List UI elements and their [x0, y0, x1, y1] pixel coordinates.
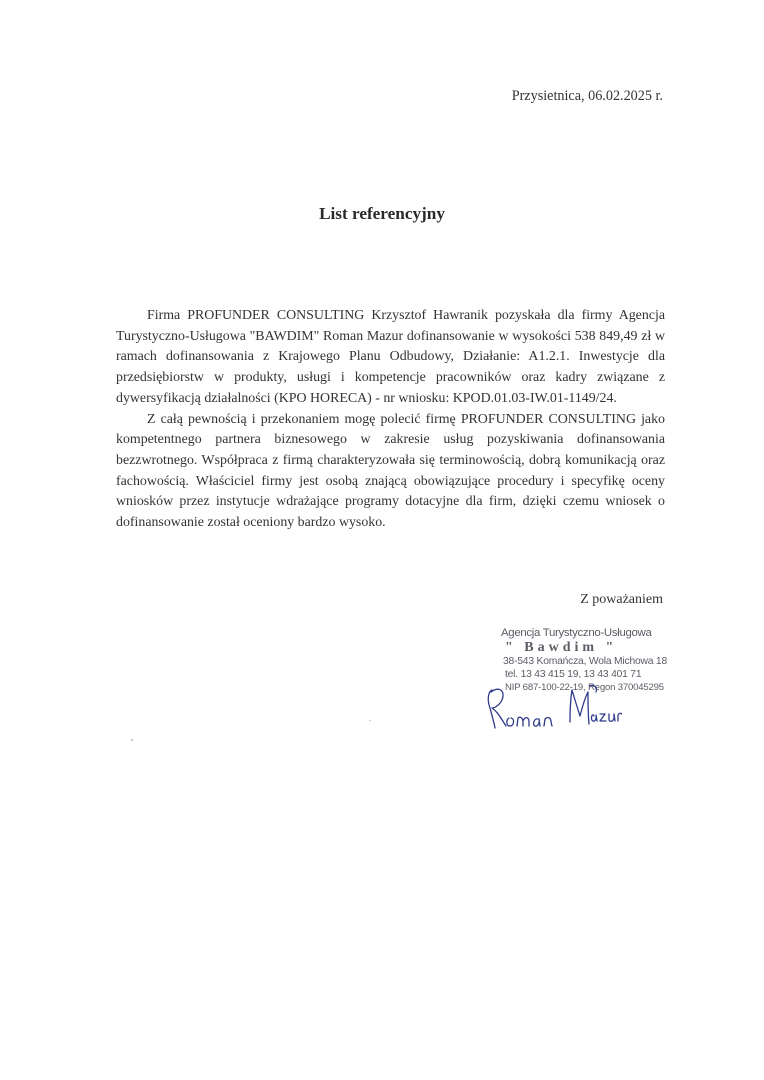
- body-paragraph-1: Firma PROFUNDER CONSULTING Krzysztof Hawranik pozyskała dla firmy Agencja Turystyczno-Usługowa "BAWDIM" Roman Mazur dofinansowanie w wysokości 538 849,49 zł w ramach dofinansowania z Krajowego Planu Odbudowy, Działanie: A1.2.1. Inwestycje dla przedsiębiorstw w produkty, usługi i kompetencje pracowników oraz kadry związane z dywersyfikacją działalności (KPO HORECA) - nr wniosku: KPOD.01.03-IW.01-1149/24.: [116, 308, 665, 406]
- scan-speck: [369, 720, 371, 721]
- handwritten-signature-icon: [482, 678, 622, 738]
- document-title: List referencyjny: [319, 204, 445, 223]
- body-paragraph-2: Z całą pewnością i przekonaniem mogę polecić firmę PROFUNDER CONSULTING jako kompetentnego partnera biznesowego w zakresie usług pozyskiwania dofinansowania bezzwrotnego. Współpraca z firmą charakteryzowała się terminowością, dobrą komunikacją oraz fachowością. Właściciel firmy jest osobą znającą obowiązujące procedury i specyfikę oceny wniosków przez instytucje wdrażające programy dotacyjne dla firm, dzięki czemu wniosek o dofinansowanie został oceniony bardzo wysoko.: [116, 411, 665, 531]
- stamp-ids: NIP 687-100-22-19, Regon 370045295: [505, 682, 664, 693]
- stamp-address: 38-543 Komańcza, Wola Michowa 18: [503, 656, 667, 667]
- stamp-company: Agencja Turystyczno-Usługowa: [501, 627, 652, 639]
- closing-salutation: Z poważaniem: [580, 592, 663, 607]
- stamp-brand: " Bawdim ": [505, 640, 618, 655]
- stamp-phone: tel. 13 43 415 19, 13 43 401 71: [505, 669, 642, 680]
- scan-speck: [131, 739, 133, 741]
- letter-body: [116, 306, 665, 534]
- place-date: Przysietnica, 06.02.2025 r.: [511, 88, 663, 104]
